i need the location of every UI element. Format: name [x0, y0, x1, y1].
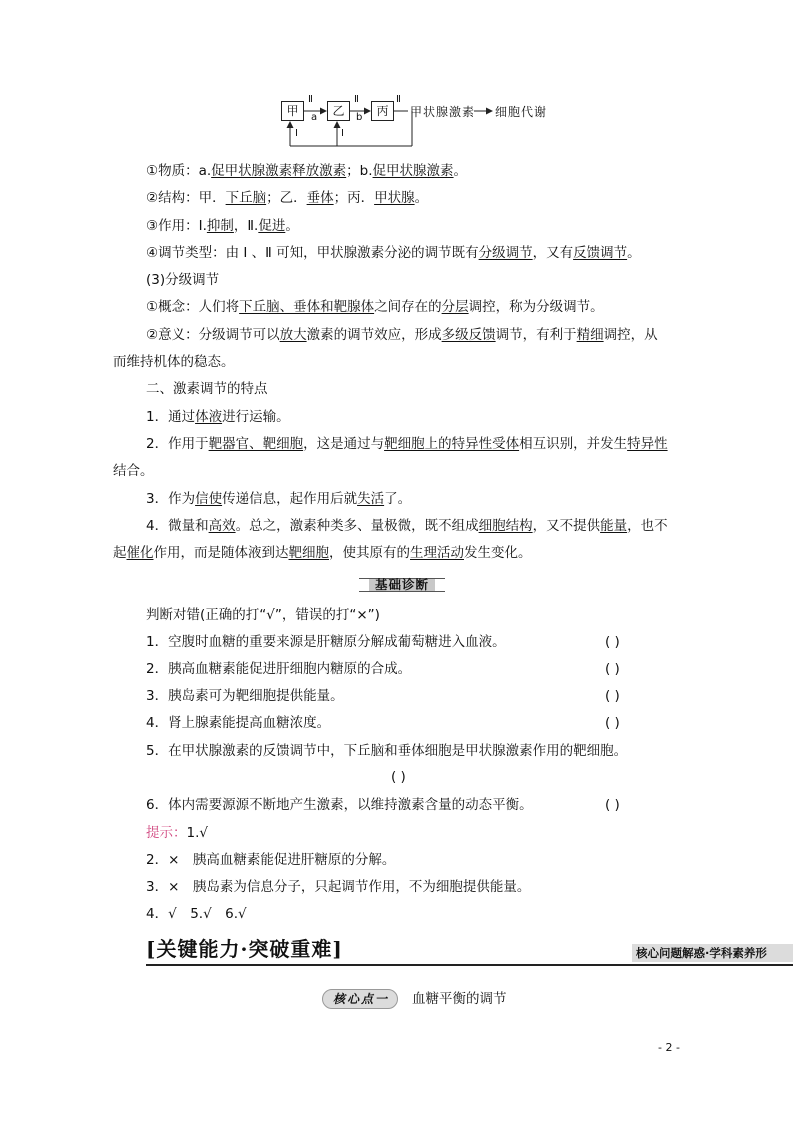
substance-line [146, 162, 467, 180]
feature-3 [146, 490, 411, 508]
section-rule [146, 964, 793, 966]
text: ；乙． [266, 190, 307, 206]
hint-label: 提示： [146, 825, 187, 841]
banner-title: 基础诊断 [374, 577, 429, 592]
answer-paren-5[interactable]: ( ) [391, 769, 406, 785]
concept-line [146, 298, 604, 316]
text: 1．通过 [146, 409, 196, 425]
text: 作用，而是随体液到达 [153, 545, 289, 561]
section-heading-features: 二、激素调节的特点 [146, 381, 268, 397]
hint-answer-2: 2．× 胰高血糖素能促进肝糖原的分解。 [146, 852, 396, 868]
underlined-answer: 甲状腺 [374, 190, 415, 206]
arrow-label-3: Ⅱ [396, 94, 401, 105]
underlined-answer: 靶细胞上的特异性受体 [384, 436, 520, 452]
underlined-answer: 能量 [600, 518, 628, 534]
text: ③作用：Ⅰ. [146, 218, 207, 234]
structure-line [146, 189, 428, 207]
underlined-answer: 细胞结构 [478, 518, 533, 534]
text: ①概念：人们将 [146, 299, 240, 315]
function-line [146, 217, 299, 235]
text: ，也不 [627, 518, 668, 534]
page-number: - 2 - [658, 1041, 680, 1054]
hint-answer-3: 3．× 胰岛素为信息分子，只起调节作用，不为细胞提供能量。 [146, 879, 531, 895]
underlined-answer: 垂体 [306, 190, 334, 206]
regulation-type-line [146, 244, 641, 262]
significance-line [146, 326, 658, 344]
answer-paren-4[interactable]: ( ) [605, 715, 620, 731]
underlined-answer: 失活 [357, 491, 385, 507]
text: 。 [285, 218, 299, 234]
feature-4 [146, 517, 668, 535]
underlined-answer: 下丘脑 [225, 190, 267, 206]
text: ；丙． [333, 190, 375, 206]
question-3: 3．胰岛素可为靶细胞提供能量。 [146, 688, 344, 704]
feature-2-cont: 结合。 [113, 463, 154, 479]
question-1: 1．空腹时血糖的重要来源是肝糖原分解成葡萄糖进入血液。 [146, 634, 506, 650]
underlined-answer: 体液 [195, 409, 223, 425]
text: ；b. [346, 163, 373, 179]
text: 4．微量和 [146, 518, 209, 534]
box-bing: 丙 [371, 101, 394, 121]
text: 调控，称为分级调节。 [468, 299, 604, 315]
significance-line-cont: 而维持机体的稳态。 [113, 354, 235, 370]
answer-paren-1[interactable]: ( ) [605, 634, 620, 650]
text: 相互识别，并发生 [519, 436, 628, 452]
text: ，这是通过与 [303, 436, 385, 452]
feature-1 [146, 408, 290, 426]
question-4: 4．肾上腺素能提高血糖浓度。 [146, 715, 331, 731]
output-target: 细胞代谢 [495, 105, 548, 119]
underlined-answer: 促甲状腺激素释放激素 [211, 163, 347, 179]
text: 。 [453, 163, 468, 179]
answer-paren-2[interactable]: ( ) [605, 661, 620, 677]
underlined-answer: 生理活动 [410, 545, 464, 561]
underlined-answer: 促进 [258, 218, 286, 234]
text: ②意义：分级调节可以 [146, 327, 280, 343]
underlined-answer: 多级反馈 [441, 327, 496, 343]
question-2: 2．胰高血糖素能促进肝细胞内糖原的合成。 [146, 661, 412, 677]
underlined-answer: 催化 [126, 545, 154, 561]
text: 3．作为 [146, 491, 196, 507]
underlined-answer: 信使 [195, 491, 223, 507]
underlined-answer: 特异性 [627, 436, 668, 452]
hint-line-1 [146, 824, 208, 842]
text: 起 [113, 545, 127, 561]
box-yi: 乙 [327, 101, 350, 121]
question-6: 6．体内需要源源不断地产生激素，以维持激素含量的动态平衡。 [146, 797, 533, 813]
text: 。总之，激素种类多、量极微，既不组成 [235, 518, 479, 534]
text: 调控，从 [603, 327, 658, 343]
hint-answer-4: 4．√ 5.√ 6.√ [146, 906, 247, 922]
core-point-badge [322, 989, 398, 1009]
underlined-answer: 下丘脑、垂体和靶腺体 [239, 299, 375, 315]
text: 进行运输。 [222, 409, 290, 425]
text: ，Ⅱ. [233, 218, 259, 234]
section-tag: 核心问题解惑·学科素养形 [632, 944, 793, 962]
subheading-graded-regulation: (3)分级调节 [146, 272, 220, 288]
underlined-answer: 反馈调节 [573, 245, 628, 261]
answer-paren-3[interactable]: ( ) [605, 688, 620, 704]
output-label: 甲状腺激素 [410, 105, 476, 119]
text: ，又有 [532, 245, 574, 261]
underlined-answer: 分级调节 [478, 245, 533, 261]
underlined-answer: 高效 [208, 518, 236, 534]
feedback-label-1: Ⅰ [295, 128, 298, 139]
feedback-label-2: Ⅰ [341, 128, 344, 139]
text: 。 [414, 190, 429, 206]
text: ，又不提供 [532, 518, 601, 534]
question-5: 5．在甲状腺激素的反馈调节中，下丘脑和垂体细胞是甲状腺激素作用的靶细胞。 [146, 743, 628, 759]
arrow-label-1: Ⅱ [308, 94, 313, 105]
text: ④调节类型：由 Ⅰ 、Ⅱ 可知，甲状腺激素分泌的调节既有 [146, 245, 479, 261]
text: 了。 [384, 491, 412, 507]
core-point-title: 血糖平衡的调节 [412, 991, 507, 1007]
text: ①物质：a. [146, 163, 212, 179]
underlined-answer: 抑制 [206, 218, 234, 234]
underlined-answer: 促甲状腺激素 [372, 163, 454, 179]
text: ，使其原有的 [329, 545, 410, 561]
core-point-label: 核心点一 [332, 992, 389, 1006]
box-jia: 甲 [281, 101, 304, 121]
text: 调节，有利于 [495, 327, 577, 343]
underlined-answer: 放大 [279, 327, 307, 343]
text: 激素的调节效应，形成 [306, 327, 442, 343]
arrow-label-a: a [311, 112, 318, 123]
section-title: [关键能力·突破重难] [146, 937, 343, 961]
text: ②结构：甲． [146, 190, 226, 206]
arrow-label-2: Ⅱ [354, 94, 359, 105]
underlined-answer: 分层 [441, 299, 469, 315]
diagram-lines [0, 0, 793, 160]
text: 2．作用于 [146, 436, 209, 452]
underlined-answer: 靶器官、靶细胞 [208, 436, 304, 452]
underlined-answer: 精细 [576, 327, 604, 343]
arrow-label-b: b [356, 112, 363, 123]
text: 发生变化。 [464, 545, 532, 561]
feature-4-cont [113, 544, 532, 562]
underlined-answer: 靶细胞 [288, 545, 329, 561]
text: 之间存在的 [374, 299, 442, 315]
text: 传递信息，起作用后就 [222, 491, 358, 507]
feature-2 [146, 435, 668, 453]
hint-answer-1: 1.√ [186, 825, 208, 841]
answer-paren-6[interactable]: ( ) [605, 797, 620, 813]
judge-instructions: 判断对错(正确的打“√”，错误的打“×”) [146, 607, 380, 623]
basic-diagnosis-banner [359, 576, 445, 594]
text: 。 [627, 245, 641, 261]
